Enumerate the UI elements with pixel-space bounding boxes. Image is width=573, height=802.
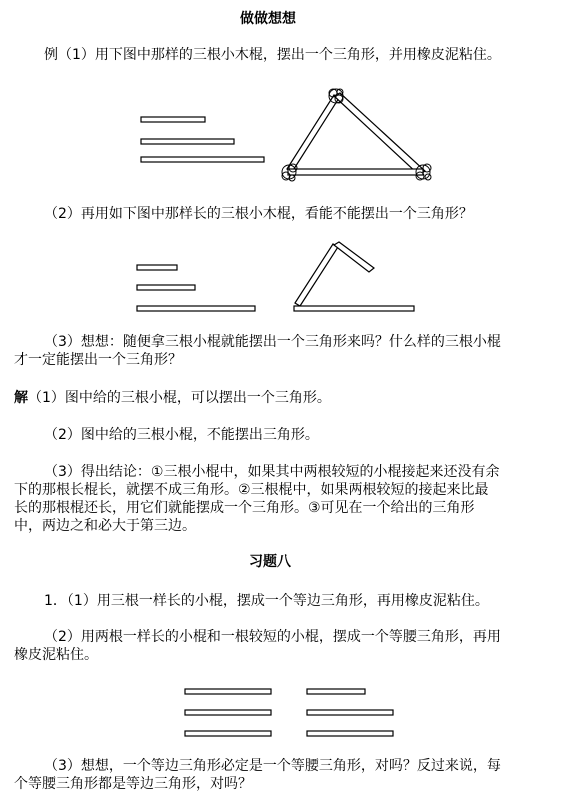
- solution-part-3-line-1: （3）得出结论：①三根小棍中，如果其中两根较短的小棍接起来还没有余: [44, 464, 500, 480]
- example-part-3-line-1: （3）想想：随便拿三根小棍就能摆出一个三角形来吗？什么样的三根小棍: [44, 334, 501, 350]
- exercise-question-3-line-1: （3）想想，一个等边三角形必定是一个等腰三角形，对吗？反过来说，每: [44, 758, 501, 774]
- stick-medium: [141, 139, 234, 144]
- example-part-3-line-2: 才一定能摆出一个三角形？: [14, 352, 182, 368]
- stick-short: [137, 265, 177, 270]
- stick-long: [137, 306, 255, 311]
- exercise-question-3-line-2: 个等腰三角形都是等边三角形，对吗？: [14, 776, 252, 792]
- failed-triangle: [294, 242, 414, 311]
- solution-part-1-text: （1）图中给的三根小棍，可以摆出一个三角形。: [28, 390, 331, 406]
- page-title: 做做想想: [240, 11, 296, 27]
- equal-sticks-set: [185, 689, 271, 736]
- solution-part-3-line-4: 中，两边之和必大于第三边。: [14, 518, 196, 534]
- solution-part-1: [14, 389, 331, 407]
- example-part-1: 例（1）用下图中那样的三根小木棍，摆出一个三角形，并用橡皮泥粘住。: [44, 47, 501, 63]
- clay-blob-left: [282, 164, 297, 181]
- example-part-2: （2）再用如下图中那样长的三根小木棍，看能不能摆出一个三角形？: [44, 206, 473, 222]
- solution-part-2: （2）图中给的三根小棍，不能摆出三角形。: [44, 427, 319, 443]
- exercise-title: 习题八: [249, 554, 291, 570]
- solution-part-3-line-3: 长的那根棍还长，用它们就能摆成一个三角形。③可见在一个给出的三角形: [14, 500, 475, 516]
- isosceles-sticks-set: [307, 689, 393, 736]
- solution-label: 解: [14, 390, 28, 406]
- exercise-question-2-line-2: 橡皮泥粘住。: [14, 647, 98, 663]
- exercise-question-2-line-1: （2）用两根一样长的小棍和一根较短的小棍，摆成一个等腰三角形，再用: [44, 629, 501, 645]
- clay-blob-top: [329, 89, 343, 103]
- clay-blob-right: [416, 164, 431, 180]
- stick-short: [141, 117, 205, 122]
- assembled-triangle: [282, 89, 431, 181]
- stick-medium: [137, 285, 195, 290]
- solution-part-3-line-2: 下的那根长棍长，就摆不成三角形。②三根棍中，如果两根较短的接起来比最: [14, 482, 489, 498]
- stick-long: [141, 157, 264, 162]
- exercise-question-1: 1．（1）用三根一样长的小棍，摆成一个等边三角形，再用橡皮泥粘住。: [44, 593, 489, 609]
